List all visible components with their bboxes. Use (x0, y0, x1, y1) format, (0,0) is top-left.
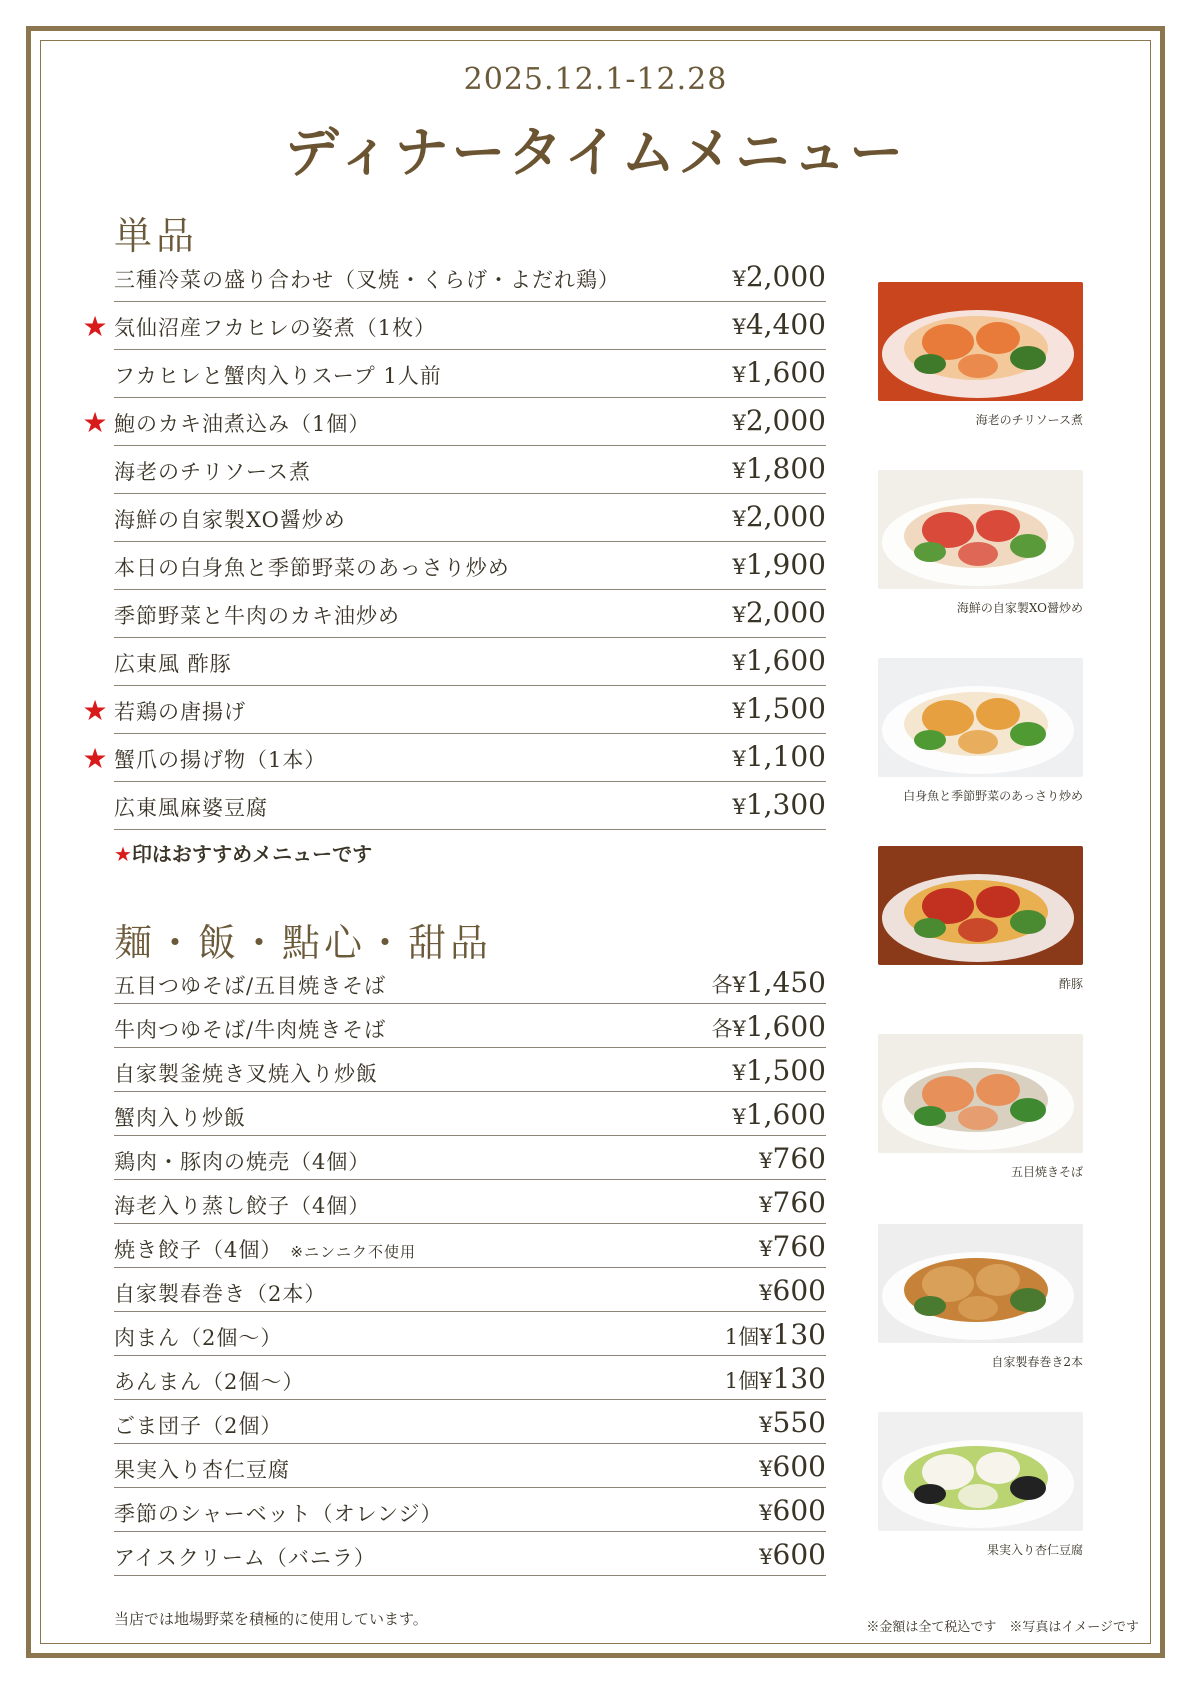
menu-item-name-text: 肉まん（2個～） (114, 1326, 283, 1350)
yen-symbol: ¥ (732, 315, 746, 339)
yen-symbol: ¥ (732, 699, 746, 723)
menu-item (80, 784, 826, 832)
dish-photo-caption: 海老のチリソース煮 (975, 413, 1083, 427)
row-divider (114, 637, 826, 638)
yen-symbol: ¥ (732, 973, 746, 997)
row-divider (114, 781, 826, 782)
yen-symbol: ¥ (732, 1061, 746, 1085)
menu-item-name (114, 1102, 246, 1132)
menu-item-name (114, 1146, 370, 1176)
yen-symbol: ¥ (732, 651, 746, 675)
menu-item (80, 256, 826, 304)
price-value: 1,900 (745, 548, 826, 581)
price-value: 1,600 (745, 1010, 826, 1043)
menu-item (80, 1138, 826, 1182)
menu-item (80, 1358, 826, 1402)
menu-item-name (114, 1278, 326, 1308)
price-value: 130 (772, 1362, 826, 1395)
menu-item-price (732, 1098, 826, 1131)
price-value: 1,600 (745, 1098, 826, 1131)
row-divider (114, 349, 826, 350)
yen-symbol: ¥ (732, 555, 746, 579)
menu-item (80, 1446, 826, 1490)
yen-symbol: ¥ (732, 747, 746, 771)
menu-item-note: ※ニンニク不使用 (290, 1243, 416, 1261)
price-prefix: 各 (711, 1017, 733, 1041)
menu-item-price (732, 644, 826, 677)
menu-item (80, 352, 826, 400)
menu-item-name: 広東風 酢豚 (114, 652, 232, 676)
recommend-note-star: ★ (114, 842, 132, 866)
menu-item-name (114, 1454, 290, 1484)
row-divider (114, 1311, 826, 1312)
menu-item-name-text: 自家製釜焼き叉焼入り炒飯 (114, 1062, 378, 1086)
menu-item-price (732, 260, 826, 293)
dish-photo-card (878, 1034, 1083, 1180)
row-divider (114, 1135, 826, 1136)
menu-item (80, 1270, 826, 1314)
dish-photo-card (878, 658, 1083, 804)
menu-item-price (732, 356, 826, 389)
price-value: 1,800 (745, 452, 826, 485)
menu-item (80, 736, 826, 784)
yen-symbol: ¥ (732, 603, 746, 627)
dish-photo-card (878, 846, 1083, 992)
dish-photo-caption: 五目焼きそば (1010, 1165, 1083, 1179)
menu-item-name-text: ごま団子（2個） (114, 1414, 283, 1438)
menu-item-name: 海老のチリソース煮 (114, 460, 311, 484)
dish-illustration (878, 1412, 1083, 1531)
price-value: 2,000 (745, 500, 826, 533)
dish-photo-caption: 酢豚 (1058, 977, 1083, 991)
price-value: 1,500 (745, 692, 826, 725)
noodles-rice-list (80, 962, 826, 1578)
row-divider (114, 397, 826, 398)
price-value: 1,450 (745, 966, 826, 999)
menu-item-name: 若鶏の唐揚げ (114, 700, 246, 724)
menu-item-name: 気仙沼産フカヒレの姿煮（1枚） (114, 316, 437, 340)
dish-illustration (878, 1034, 1083, 1153)
yen-symbol: ¥ (759, 1237, 773, 1261)
row-divider (114, 1487, 826, 1488)
menu-item-price (759, 1142, 826, 1175)
price-value: 600 (772, 1494, 826, 1527)
menu-item-name-text: 海老入り蒸し餃子（4個） (114, 1194, 371, 1218)
menu-item-name: 広東風麻婆豆腐 (114, 796, 268, 820)
menu-title: ディナータイムメニュー (284, 120, 907, 184)
row-divider (114, 589, 826, 590)
menu-item-price (759, 1494, 826, 1527)
yen-symbol: ¥ (759, 1193, 773, 1217)
row-divider (114, 685, 826, 686)
dish-photo (878, 470, 1083, 589)
price-prefix: 1個 (724, 1325, 760, 1349)
menu-item-name-text: アイスクリーム（バニラ） (114, 1546, 376, 1570)
menu-item-name (114, 1234, 416, 1264)
price-value: 2,000 (745, 596, 826, 629)
recommend-note (114, 838, 372, 867)
row-divider (114, 1443, 826, 1444)
recommend-star-icon: ★ (82, 694, 108, 727)
menu-item-price (759, 1274, 826, 1307)
price-value: 1,500 (745, 1054, 826, 1087)
dish-photo-caption: 白身魚と季節野菜のあっさり炒め (903, 789, 1083, 803)
menu-item-name (114, 1366, 304, 1396)
price-value: 1,600 (745, 356, 826, 389)
recommend-star-icon: ★ (82, 742, 108, 775)
menu-item-name (114, 1058, 378, 1088)
dish-photo-caption: 海鮮の自家製XO醤炒め (956, 601, 1083, 615)
row-divider (114, 1047, 826, 1048)
menu-item-name-text: 牛肉つゆそば/牛肉焼きそば (114, 1018, 387, 1042)
menu-item (80, 304, 826, 352)
price-value: 600 (772, 1274, 826, 1307)
dish-photo-card (878, 1412, 1083, 1558)
yen-symbol: ¥ (732, 1017, 746, 1041)
menu-item-name (114, 1014, 386, 1044)
menu-item-price (732, 596, 826, 629)
menu-item-name (114, 1498, 443, 1528)
row-divider (114, 445, 826, 446)
yen-symbol: ¥ (732, 363, 746, 387)
recommend-star-icon: ★ (82, 406, 108, 439)
row-divider (114, 829, 826, 830)
menu-item (80, 1226, 826, 1270)
menu-item-name: 蟹爪の揚げ物（1本） (114, 748, 327, 772)
menu-item-name-text: あんまん（2個～） (114, 1370, 305, 1394)
menu-item (80, 962, 826, 1006)
menu-item-price (732, 308, 826, 341)
price-value: 760 (772, 1142, 826, 1175)
dish-illustration (878, 282, 1083, 401)
yen-symbol: ¥ (732, 795, 746, 819)
menu-item-name-text: 蟹肉入り炒飯 (114, 1106, 246, 1130)
price-value: 2,000 (745, 260, 826, 293)
row-divider (114, 1355, 826, 1356)
dish-illustration (878, 470, 1083, 589)
single-dishes-list (80, 256, 826, 832)
row-divider (114, 1531, 826, 1532)
yen-symbol: ¥ (759, 1281, 773, 1305)
dish-photo-card (878, 470, 1083, 616)
row-divider (114, 541, 826, 542)
dish-photo (878, 846, 1083, 965)
menu-item-name (114, 1322, 282, 1352)
dish-illustration (878, 658, 1083, 777)
dish-photo (878, 1034, 1083, 1153)
menu-item-name (114, 970, 386, 1000)
yen-symbol: ¥ (759, 1457, 773, 1481)
menu-item-price (732, 452, 826, 485)
menu-item-name-text: 焼き餃子（4個） (114, 1238, 283, 1262)
menu-item (80, 688, 826, 736)
menu-item-name: フカヒレと蟹肉入りスープ 1人前 (114, 364, 442, 388)
row-divider (114, 1091, 826, 1092)
menu-item (80, 400, 826, 448)
dish-photo-card (878, 1224, 1083, 1370)
menu-item (80, 1006, 826, 1050)
row-divider (114, 1575, 826, 1576)
row-divider (114, 1267, 826, 1268)
menu-item-price (711, 1010, 826, 1043)
menu-item-name-text: 季節のシャーベット（オレンジ） (114, 1502, 443, 1526)
menu-item-name-text: 自家製春巻き（2本） (114, 1282, 327, 1306)
menu-item-name-text: 鶏肉・豚肉の焼売（4個） (114, 1150, 371, 1174)
yen-symbol: ¥ (759, 1369, 773, 1393)
menu-item-price (725, 1362, 826, 1395)
menu-item-price (732, 788, 826, 821)
yen-symbol: ¥ (759, 1545, 773, 1569)
row-divider (114, 1399, 826, 1400)
menu-item-price (759, 1186, 826, 1219)
dish-photo (878, 282, 1083, 401)
price-prefix: 各 (711, 973, 733, 997)
menu-item-name: 季節野菜と牛肉のカキ油炒め (114, 604, 400, 628)
menu-item-price (759, 1450, 826, 1483)
menu-item-name (114, 1542, 376, 1572)
menu-item (80, 496, 826, 544)
yen-symbol: ¥ (732, 411, 746, 435)
menu-item-price (759, 1406, 826, 1439)
price-value: 550 (772, 1406, 826, 1439)
price-value: 1,600 (745, 644, 826, 677)
menu-item-price (732, 740, 826, 773)
menu-item (80, 1314, 826, 1358)
local-vegetable-note: 当店では地場野菜を積極的に使用しています。 (114, 1610, 428, 1628)
yen-symbol: ¥ (732, 507, 746, 531)
yen-symbol: ¥ (732, 459, 746, 483)
yen-symbol: ¥ (759, 1413, 773, 1437)
dish-photo-caption: 果実入り杏仁豆腐 (986, 1543, 1083, 1557)
yen-symbol: ¥ (759, 1325, 773, 1349)
dish-illustration (878, 846, 1083, 965)
price-value: 760 (772, 1186, 826, 1219)
section-title-single-dishes: 単品 (114, 214, 199, 258)
row-divider (114, 1223, 826, 1224)
dish-photo (878, 1224, 1083, 1343)
dish-illustration (878, 1224, 1083, 1343)
menu-item (80, 448, 826, 496)
price-value: 2,000 (745, 404, 826, 437)
menu-item (80, 640, 826, 688)
menu-item (80, 1402, 826, 1446)
price-value: 1,300 (745, 788, 826, 821)
menu-item-name: 本日の白身魚と季節野菜のあっさり炒め (114, 556, 510, 580)
menu-item-price (725, 1318, 826, 1351)
dish-photo (878, 658, 1083, 777)
tax-photo-note: ※金額は全て税込です ※写真はイメージです (866, 1620, 1139, 1635)
yen-symbol: ¥ (759, 1501, 773, 1525)
menu-item-price (732, 500, 826, 533)
price-value: 600 (772, 1538, 826, 1571)
row-divider (114, 493, 826, 494)
date-range: 2025.12.1-12.28 (463, 62, 728, 97)
price-prefix: 1個 (724, 1369, 760, 1393)
dish-photo-caption: 自家製春巻き2本 (991, 1355, 1083, 1369)
menu-item-price (732, 1054, 826, 1087)
menu-item (80, 1182, 826, 1226)
menu-item (80, 1094, 826, 1138)
menu-item-price (759, 1538, 826, 1571)
menu-item-name (114, 1410, 282, 1440)
menu-item (80, 544, 826, 592)
menu-item-price (732, 692, 826, 725)
menu-item-name: 鮑のカキ油煮込み（1個） (114, 412, 371, 436)
yen-symbol: ¥ (732, 267, 746, 291)
dish-photo (878, 1412, 1083, 1531)
recommend-star-icon: ★ (82, 310, 108, 343)
section-title-noodles-rice-dimsum-dessert: 麺・飯・點心・甜品 (114, 921, 493, 965)
row-divider (114, 1003, 826, 1004)
row-divider (114, 1179, 826, 1180)
menu-item-name: 海鮮の自家製XO醤炒め (114, 508, 346, 532)
dish-photo-card (878, 282, 1083, 428)
menu-item-name-text: 果実入り杏仁豆腐 (114, 1458, 290, 1482)
menu-item-price (711, 966, 826, 999)
menu-item (80, 1534, 826, 1578)
yen-symbol: ¥ (732, 1105, 746, 1129)
row-divider (114, 301, 826, 302)
menu-item (80, 1490, 826, 1534)
menu-item-price (732, 548, 826, 581)
menu-item-price (732, 404, 826, 437)
price-value: 760 (772, 1230, 826, 1263)
yen-symbol: ¥ (759, 1149, 773, 1173)
price-value: 600 (772, 1450, 826, 1483)
row-divider (114, 733, 826, 734)
price-value: 130 (772, 1318, 826, 1351)
menu-item-name (114, 1190, 370, 1220)
price-value: 1,100 (745, 740, 826, 773)
price-value: 4,400 (745, 308, 826, 341)
menu-item-price (759, 1230, 826, 1263)
menu-item-name: 三種冷菜の盛り合わせ（叉焼・くらげ・よだれ鶏） (114, 268, 620, 292)
recommend-note-text: 印はおすすめメニューです (131, 842, 373, 866)
menu-item (80, 592, 826, 640)
menu-item-name-text: 五目つゆそば/五目焼きそば (114, 974, 387, 998)
menu-item (80, 1050, 826, 1094)
